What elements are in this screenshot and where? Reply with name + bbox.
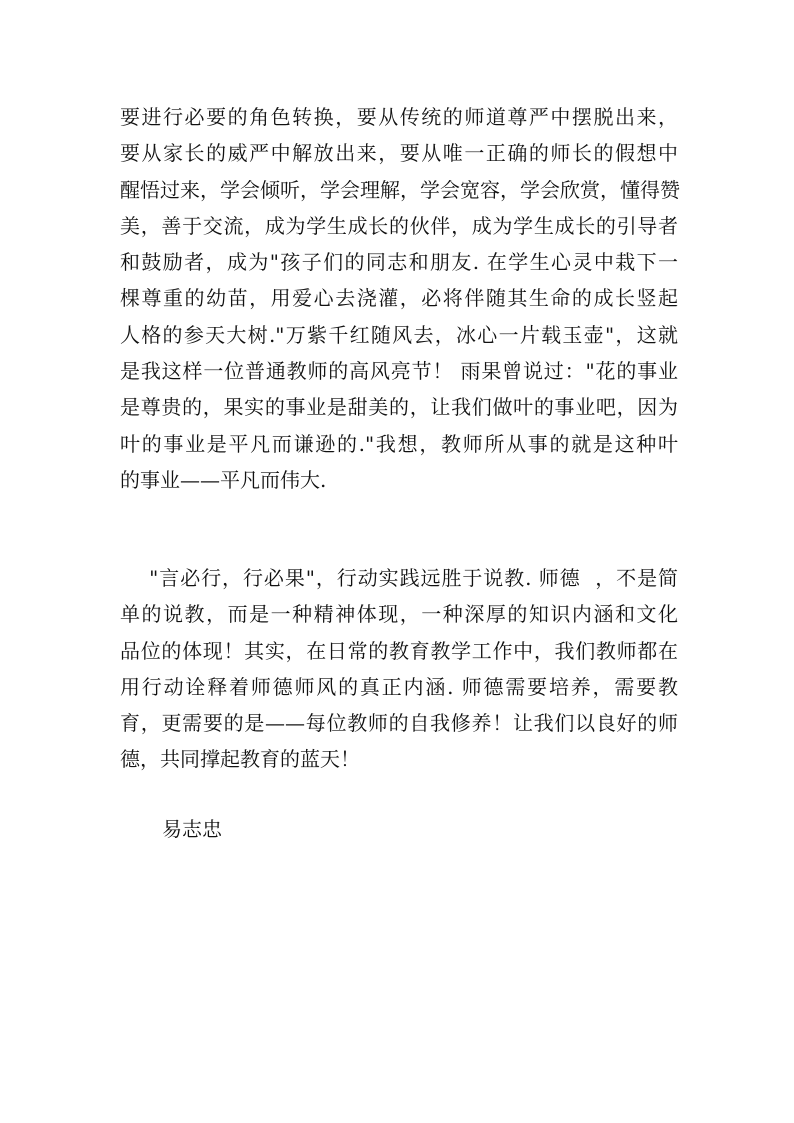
author-signature: 易志忠 <box>162 817 222 841</box>
paragraph-1 <box>120 99 678 498</box>
text-line: 棵尊重的幼苗，用爱心去浇灌，必将伴随其生命的成长竖起 <box>120 286 678 311</box>
text-line: "言必行，行必果"，行动实践远胜于说教. 师德 ，不是简 <box>120 566 678 590</box>
text-line: 的事业——平凡而伟大. <box>120 467 327 492</box>
text-line: 要进行必要的角色转换，要从传统的师道尊严中摆脱出来， <box>120 105 678 129</box>
text-line: 醒悟过来，学会倾听，学会理解，学会宽容，学会欣赏，懂得赞 <box>120 177 680 202</box>
text-line: 叶的事业是平凡而谦逊的."我想，教师所从事的就是这种叶 <box>120 431 678 456</box>
text-line: 要从家长的威严中解放出来，要从唯一正确的师长的假想中 <box>120 141 678 166</box>
text-line: 育，更需要的是——每位教师的自我修养！让我们以良好的师 <box>120 711 678 736</box>
text-line: 美，善于交流，成为学生成长的伙伴，成为学生成长的引导者 <box>120 213 678 238</box>
text-line: 用行动诠释着师德师风的真正内涵. 师德需要培养，需要教 <box>120 674 678 699</box>
text-line: 是尊贵的，果实的事业是甜美的，让我们做叶的事业吧，因为 <box>120 395 678 420</box>
text-line: 单的说教，而是一种精神体现，一种深厚的知识内涵和文化 <box>120 602 678 627</box>
text-line: 人格的参天大树."万紫千红随风去，冰心一片载玉壶"，这就 <box>120 322 678 347</box>
text-line: 是我这样一位普通教师的高风亮节！ 雨果曾说过："花的事业 <box>120 359 678 384</box>
text-line: 德，共同撑起教育的蓝天！ <box>120 747 360 772</box>
paragraph-2 <box>120 560 678 778</box>
text-line: 品位的体现！其实，在日常的教育教学工作中，我们教师都在 <box>120 638 678 663</box>
text-line: 和鼓励者，成为"孩子们的同志和朋友. 在学生心灵中栽下一 <box>120 250 678 275</box>
